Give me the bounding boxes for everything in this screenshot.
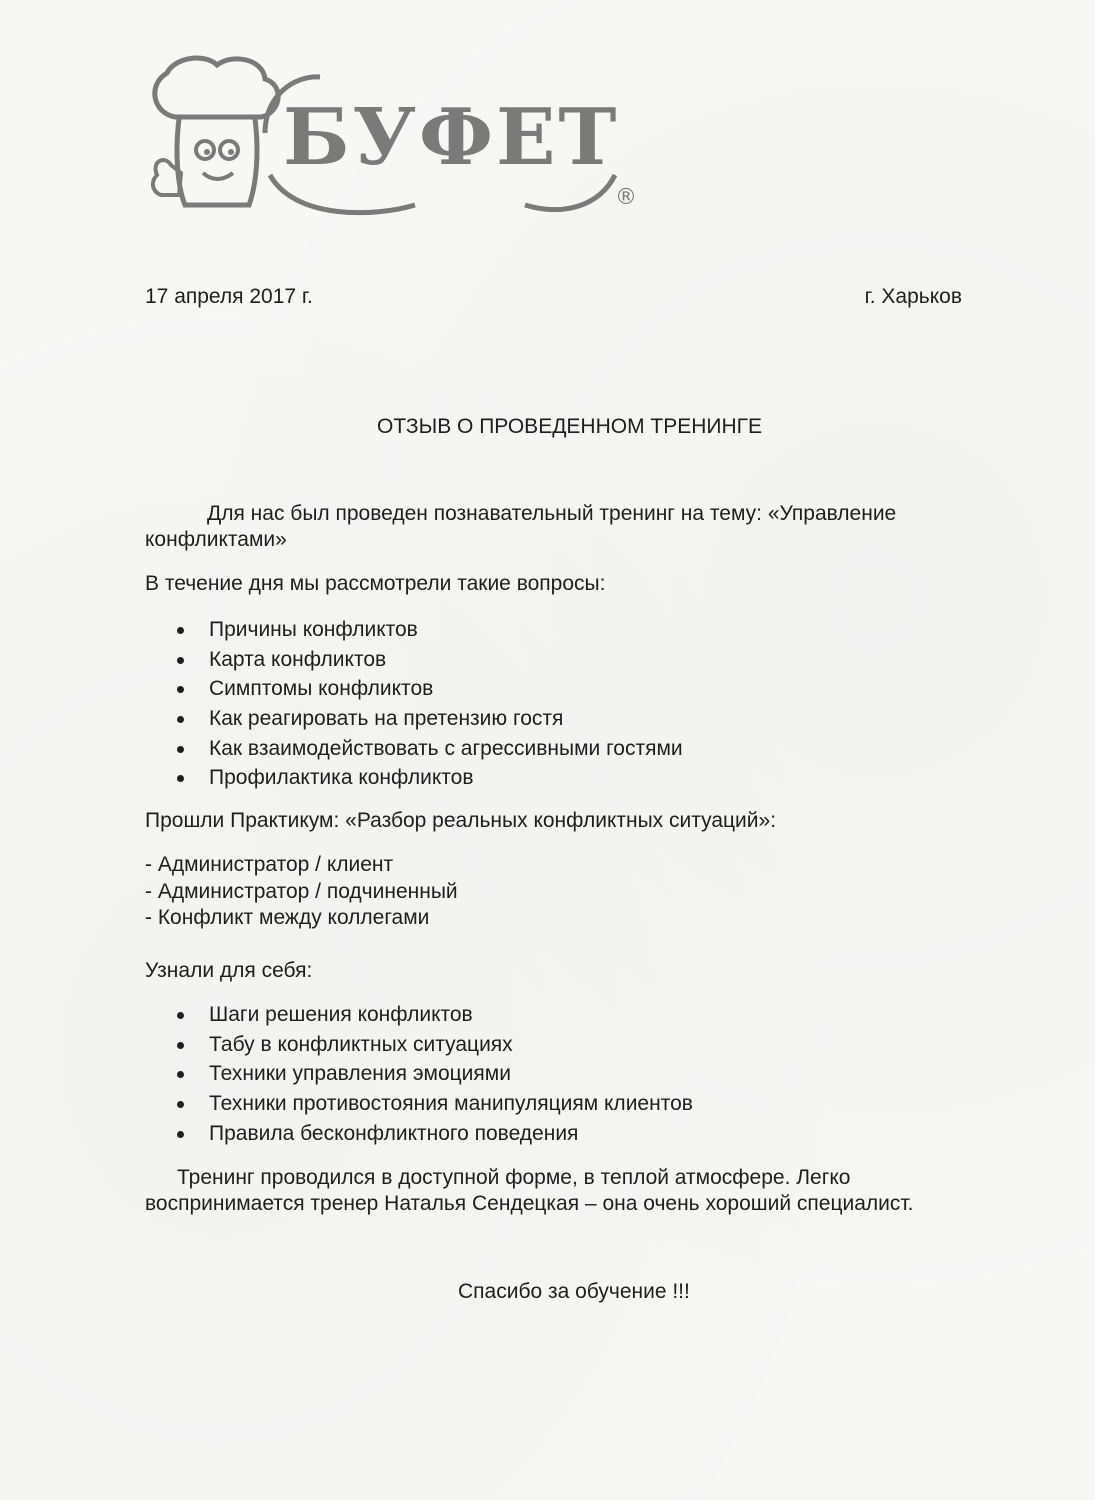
- list-item-text: Причины конфликтов: [209, 618, 418, 641]
- list-item-text: Карта конфликтов: [209, 647, 387, 671]
- list-item-text: Техники управления эмоциями: [209, 1062, 511, 1086]
- list-item: [145, 674, 683, 704]
- thanks-line: Спасибо за обучение !!!: [458, 1280, 690, 1303]
- list-item-text: Симптомы конфликтов: [209, 677, 434, 701]
- list-item: [145, 645, 683, 675]
- bullet-icon: [177, 1101, 184, 1108]
- list-item: [145, 734, 683, 764]
- list-item-text: Правила бесконфликтного поведения: [209, 1121, 579, 1145]
- list-item: [145, 704, 683, 734]
- list-item: [145, 1119, 693, 1149]
- list-item-text: Как взаимодействовать с агрессивными гостями: [209, 736, 683, 760]
- list-item-text: Шаги решения конфликтов: [209, 1003, 473, 1026]
- list-item-text: Техники противостояния манипуляциям клиентов: [209, 1092, 693, 1116]
- closing-paragraph: Тренинг проводился в доступной форме, в теплой атмосфере. Легко воспринимается тренер Наталья Сендецкая – она очень хороший специалист.: [145, 1166, 914, 1215]
- list-item-text: Табу в конфликтных ситуациях: [209, 1032, 513, 1056]
- logo-brand-text: БУФЕТ: [283, 92, 620, 183]
- topics-heading: В течение дня мы рассмотрели такие вопросы:: [145, 572, 606, 595]
- document-title: ОТЗЫВ О ПРОВЕДЕННОМ ТРЕНИНГЕ: [377, 415, 763, 438]
- company-logo: [145, 55, 655, 225]
- bullet-icon: [177, 686, 184, 693]
- document-date: 17 апреля 2017 г.: [145, 285, 313, 308]
- list-item: [145, 1089, 693, 1119]
- bullet-icon: [177, 716, 184, 723]
- list-item: [145, 763, 683, 793]
- list-item: - Администратор / клиент: [145, 853, 394, 876]
- bullet-icon: [177, 1042, 184, 1049]
- intro-paragraph: Для нас был проведен познавательный тренинг на тему: «Управление конфликтами»: [145, 502, 897, 551]
- learned-list: [145, 1000, 693, 1148]
- bullet-icon: [177, 627, 184, 634]
- bullet-icon: [177, 657, 184, 664]
- practicum-list: [145, 852, 458, 932]
- learned-heading: Узнали для себя:: [145, 959, 313, 982]
- bullet-icon: [177, 775, 184, 782]
- bullet-icon: [177, 1071, 184, 1078]
- list-item: - Конфликт между коллегами: [145, 906, 430, 929]
- list-item: [145, 1030, 693, 1060]
- list-item: [145, 615, 683, 645]
- topics-list: [145, 615, 683, 793]
- registered-mark: ®: [615, 185, 637, 210]
- list-item-text: Профилактика конфликтов: [209, 766, 474, 790]
- bullet-icon: [177, 1012, 184, 1019]
- list-item: - Администратор / подчиненный: [145, 879, 458, 903]
- bullet-icon: [177, 1131, 184, 1138]
- list-item: [145, 1000, 693, 1030]
- practicum-heading: Прошли Практикум: «Разбор реальных конфликтных ситуаций»:: [145, 809, 777, 832]
- document-city: г. Харьков: [864, 285, 962, 308]
- bullet-icon: [177, 746, 184, 753]
- list-item-text: Как реагировать на претензию гостя: [209, 707, 564, 731]
- list-item: [145, 1059, 693, 1089]
